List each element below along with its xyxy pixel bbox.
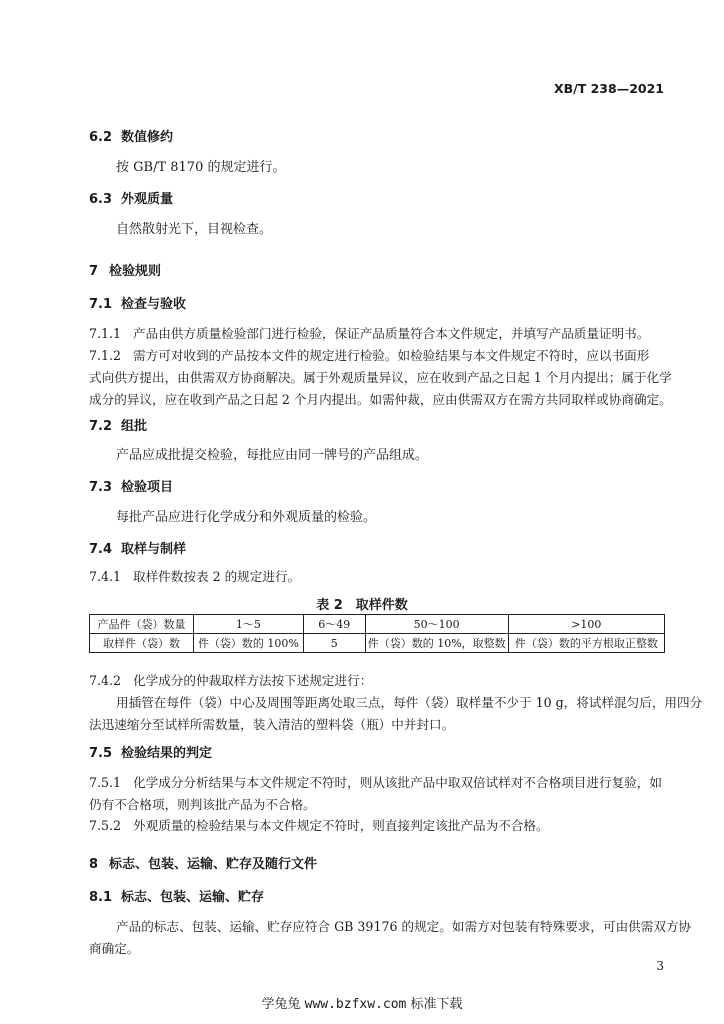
para-7-3: 每批产品应进行化学成分和外观质量的检验。 <box>116 510 377 525</box>
clause-number: 7.1.2 <box>89 348 122 363</box>
heading-title: 组批 <box>121 419 148 434</box>
heading-title: 检验项目 <box>121 480 174 495</box>
para-6-3: 自然散射光下，目视检查。 <box>116 222 273 237</box>
heading-number: 7.1 <box>89 297 113 312</box>
clause-7-4-2 <box>89 670 372 689</box>
table-cell: 产品件（袋）数量 <box>90 615 194 634</box>
heading-7-1 <box>89 293 186 312</box>
clause-text: 需方可对收到的产品按本文件的规定进行检验。如检验结果与本文件规定不符时，应以书面形 <box>133 348 650 363</box>
table-cell: >100 <box>508 615 664 634</box>
clause-7-1-2-line3: 成分的异议，应在收到产品之日起 2 个月内提出。如需仲裁，应由供需双方在需方共同取样或协商确定。 <box>89 392 672 407</box>
table-cell: 6～49 <box>303 615 365 634</box>
para-8-1-line1: 产品的标志、包装、运输、贮存应符合 GB 39176 的规定。如需方对包装有特殊要求，可由供需双方协 <box>116 919 692 934</box>
clause-7-1-2-line2: 式向供方提出，由供需双方协商解决。属于外观质量异议，应在收到产品之日起 1 个月内提出；属于化学 <box>89 370 672 385</box>
heading-7-2 <box>89 415 147 434</box>
heading-7-4 <box>89 538 186 557</box>
table-cell: 件（袋）数的平方根取正整数 <box>508 634 664 653</box>
heading-number: 7.3 <box>89 480 113 495</box>
heading-title: 外观质量 <box>121 192 174 207</box>
table-cell: 取样件（袋）数 <box>90 634 194 653</box>
clause-number: 7.5.1 <box>89 775 122 790</box>
heading-8 <box>89 853 317 872</box>
clause-7-5-1 <box>89 772 662 791</box>
footer-watermark <box>0 993 724 1012</box>
heading-number: 6.3 <box>89 192 113 207</box>
table-cell: 50～100 <box>365 615 508 634</box>
clause-number: 7.4.2 <box>89 673 122 688</box>
clause-7-1-2 <box>89 345 649 364</box>
heading-7-5 <box>89 742 212 761</box>
clause-text: 取样件数按表 2 的规定进行。 <box>133 569 301 584</box>
clause-7-1-1 <box>89 323 649 342</box>
footer-site: 学兔兔 <box>261 997 301 1012</box>
page-number: 3 <box>656 959 664 973</box>
para-6-2: 按 GB/T 8170 的规定进行。 <box>116 160 286 175</box>
heading-number: 7 <box>89 264 99 279</box>
table-cell: 5 <box>303 634 365 653</box>
table-caption: 表 2 取样件数 <box>316 598 408 613</box>
footer-tail: 标准下载 <box>410 997 463 1012</box>
table-row <box>90 634 665 653</box>
clause-number: 7.1.1 <box>89 326 122 341</box>
heading-7-3 <box>89 476 173 495</box>
clause-text: 化学成分分析结果与本文件规定不符时，则从该批产品中取双倍试样对不合格项目进行复验，如 <box>133 775 662 790</box>
heading-7 <box>89 260 161 279</box>
clause-number: 7.4.1 <box>89 569 122 584</box>
clause-7-4-1 <box>89 566 300 585</box>
table-cell: 件（袋）数的 100% <box>194 634 304 653</box>
heading-8-1 <box>89 886 264 905</box>
footer-url[interactable]: www.bzfxw.com <box>304 997 407 1012</box>
para-7-2: 产品应成批提交检验，每批应由同一牌号的产品组成。 <box>116 448 429 463</box>
heading-title: 标志、包装、运输、贮存 <box>121 890 265 905</box>
heading-number: 7.4 <box>89 542 113 557</box>
para-8-1-line2: 商确定。 <box>89 941 140 956</box>
table-row <box>90 615 665 634</box>
clause-7-4-2-line2: 用插管在每件（袋）中心及周围等距离处取三点，每件（袋）取样量不少于 10 g，将试样混匀后，用四分 <box>116 695 703 710</box>
clause-text: 产品由供方质量检验部门进行检验，保证产品质量符合本文件规定，并填写产品质量证明书。 <box>133 326 650 341</box>
heading-6-3 <box>89 188 173 207</box>
heading-6-2 <box>89 126 173 145</box>
standard-number: XB/T 238—2021 <box>554 81 664 96</box>
heading-number: 7.2 <box>89 419 113 434</box>
clause-number: 7.5.2 <box>89 818 122 833</box>
clause-7-4-2-line3: 法迅速缩分至试样所需数量，装入清洁的塑料袋（瓶）中并封口。 <box>89 717 455 732</box>
heading-number: 6.2 <box>89 130 113 145</box>
heading-title: 取样与制样 <box>121 542 187 557</box>
table-cell: 件（袋）数的 10%，取整数 <box>365 634 508 653</box>
heading-number: 7.5 <box>89 746 113 761</box>
clause-text: 外观质量的检验结果与本文件规定不符时，则直接判定该批产品为不合格。 <box>133 818 549 833</box>
heading-number: 8 <box>89 857 99 872</box>
sampling-table <box>89 614 665 653</box>
clause-7-5-1-line2: 仍有不合格项，则判该批产品为不合格。 <box>89 797 316 812</box>
heading-number: 8.1 <box>89 890 113 905</box>
table-cell: 1～5 <box>194 615 304 634</box>
heading-title: 数值修约 <box>121 130 174 145</box>
heading-title: 标志、包装、运输、贮存及随行文件 <box>109 857 318 872</box>
heading-title: 检查与验收 <box>121 297 187 312</box>
heading-title: 检验结果的判定 <box>121 746 213 761</box>
clause-7-5-2 <box>89 815 549 834</box>
clause-text: 化学成分的仲裁取样方法按下述规定进行： <box>133 673 373 688</box>
heading-title: 检验规则 <box>109 264 162 279</box>
